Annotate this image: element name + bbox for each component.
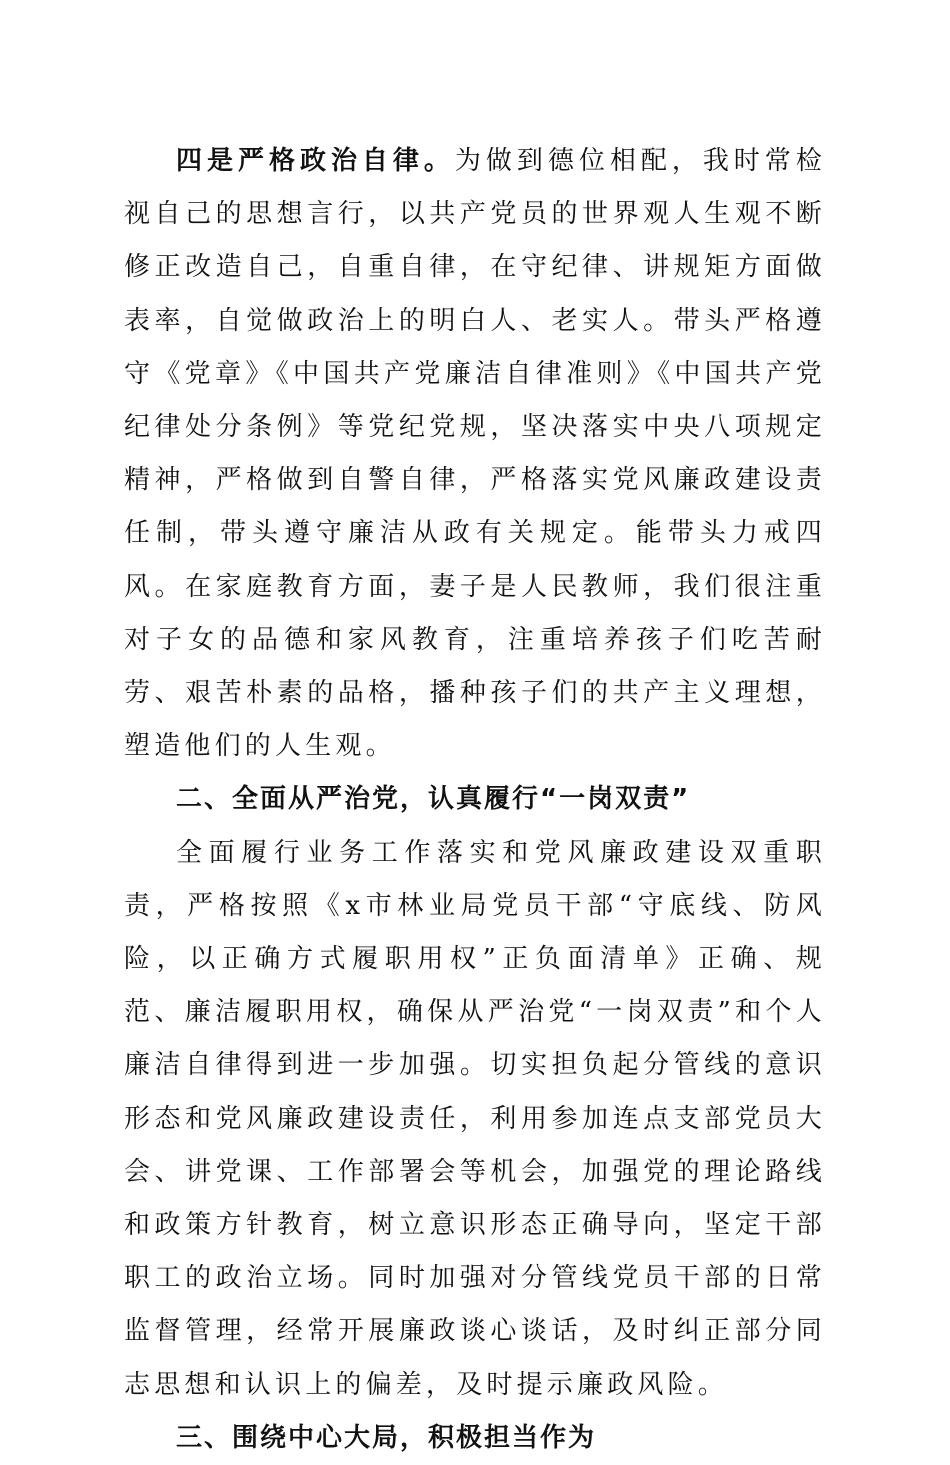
- paragraph-political-discipline: [124, 135, 826, 773]
- section-heading-two: 二、全面从严治党，认真履行“一岗双责”: [176, 784, 691, 815]
- paragraph-party-governance: 全面履行业务工作落实和党风廉政建设双重职责，严格按照《x市林业局党员干部“守底线、防风险，以正确方式履职用权”正负面清单》正确、规范、廉洁履职用权，确保从严治党“一岗双责”和个人廉洁自律得到进一步加强。切实担负起分管线的意识形态和党风廉政建设责任，利用参加连点支部党员大会、讲党课、工作部署会等机会，加强党的理论路线和政策方针教育，树立意识形态正确导向，坚定干部职工的政治立场。同时加强对分管线党员干部的日常监督管理，经常开展廉政谈心谈话，及时纠正部分同志思想和认识上的偏差，及时提示廉政风险。: [124, 837, 826, 1400]
- section-heading-three: 三、围绕中心大局，积极担当作为: [176, 1422, 597, 1453]
- paragraph-text: 为做到德位相配，我时常检视自己的思想言行，以共产党员的世界观人生观不断修正改造自己，自重自律，在守纪律、讲规矩方面做表率，自觉做政治上的明白人、老实人。带头严格遵守《党章》《中国共产党廉洁自律准则》《中国共产党纪律处分条例》等党纪党规，坚决落实中央八项规定精神，严格做到自警自律，严格落实党风廉政建设责任制，带头遵守廉洁从政有关规定。能带头力戒四风。在家庭教育方面，妻子是人民教师，我们很注重对子女的品德和家风教育，注重培养孩子们吃苦耐劳、艰苦朴素的品格，播种孩子们的共产主义理想，塑造他们的人生观。: [124, 146, 826, 762]
- document-body: [124, 135, 826, 1465]
- paragraph-lead: 四是严格政治自律。: [176, 146, 455, 176]
